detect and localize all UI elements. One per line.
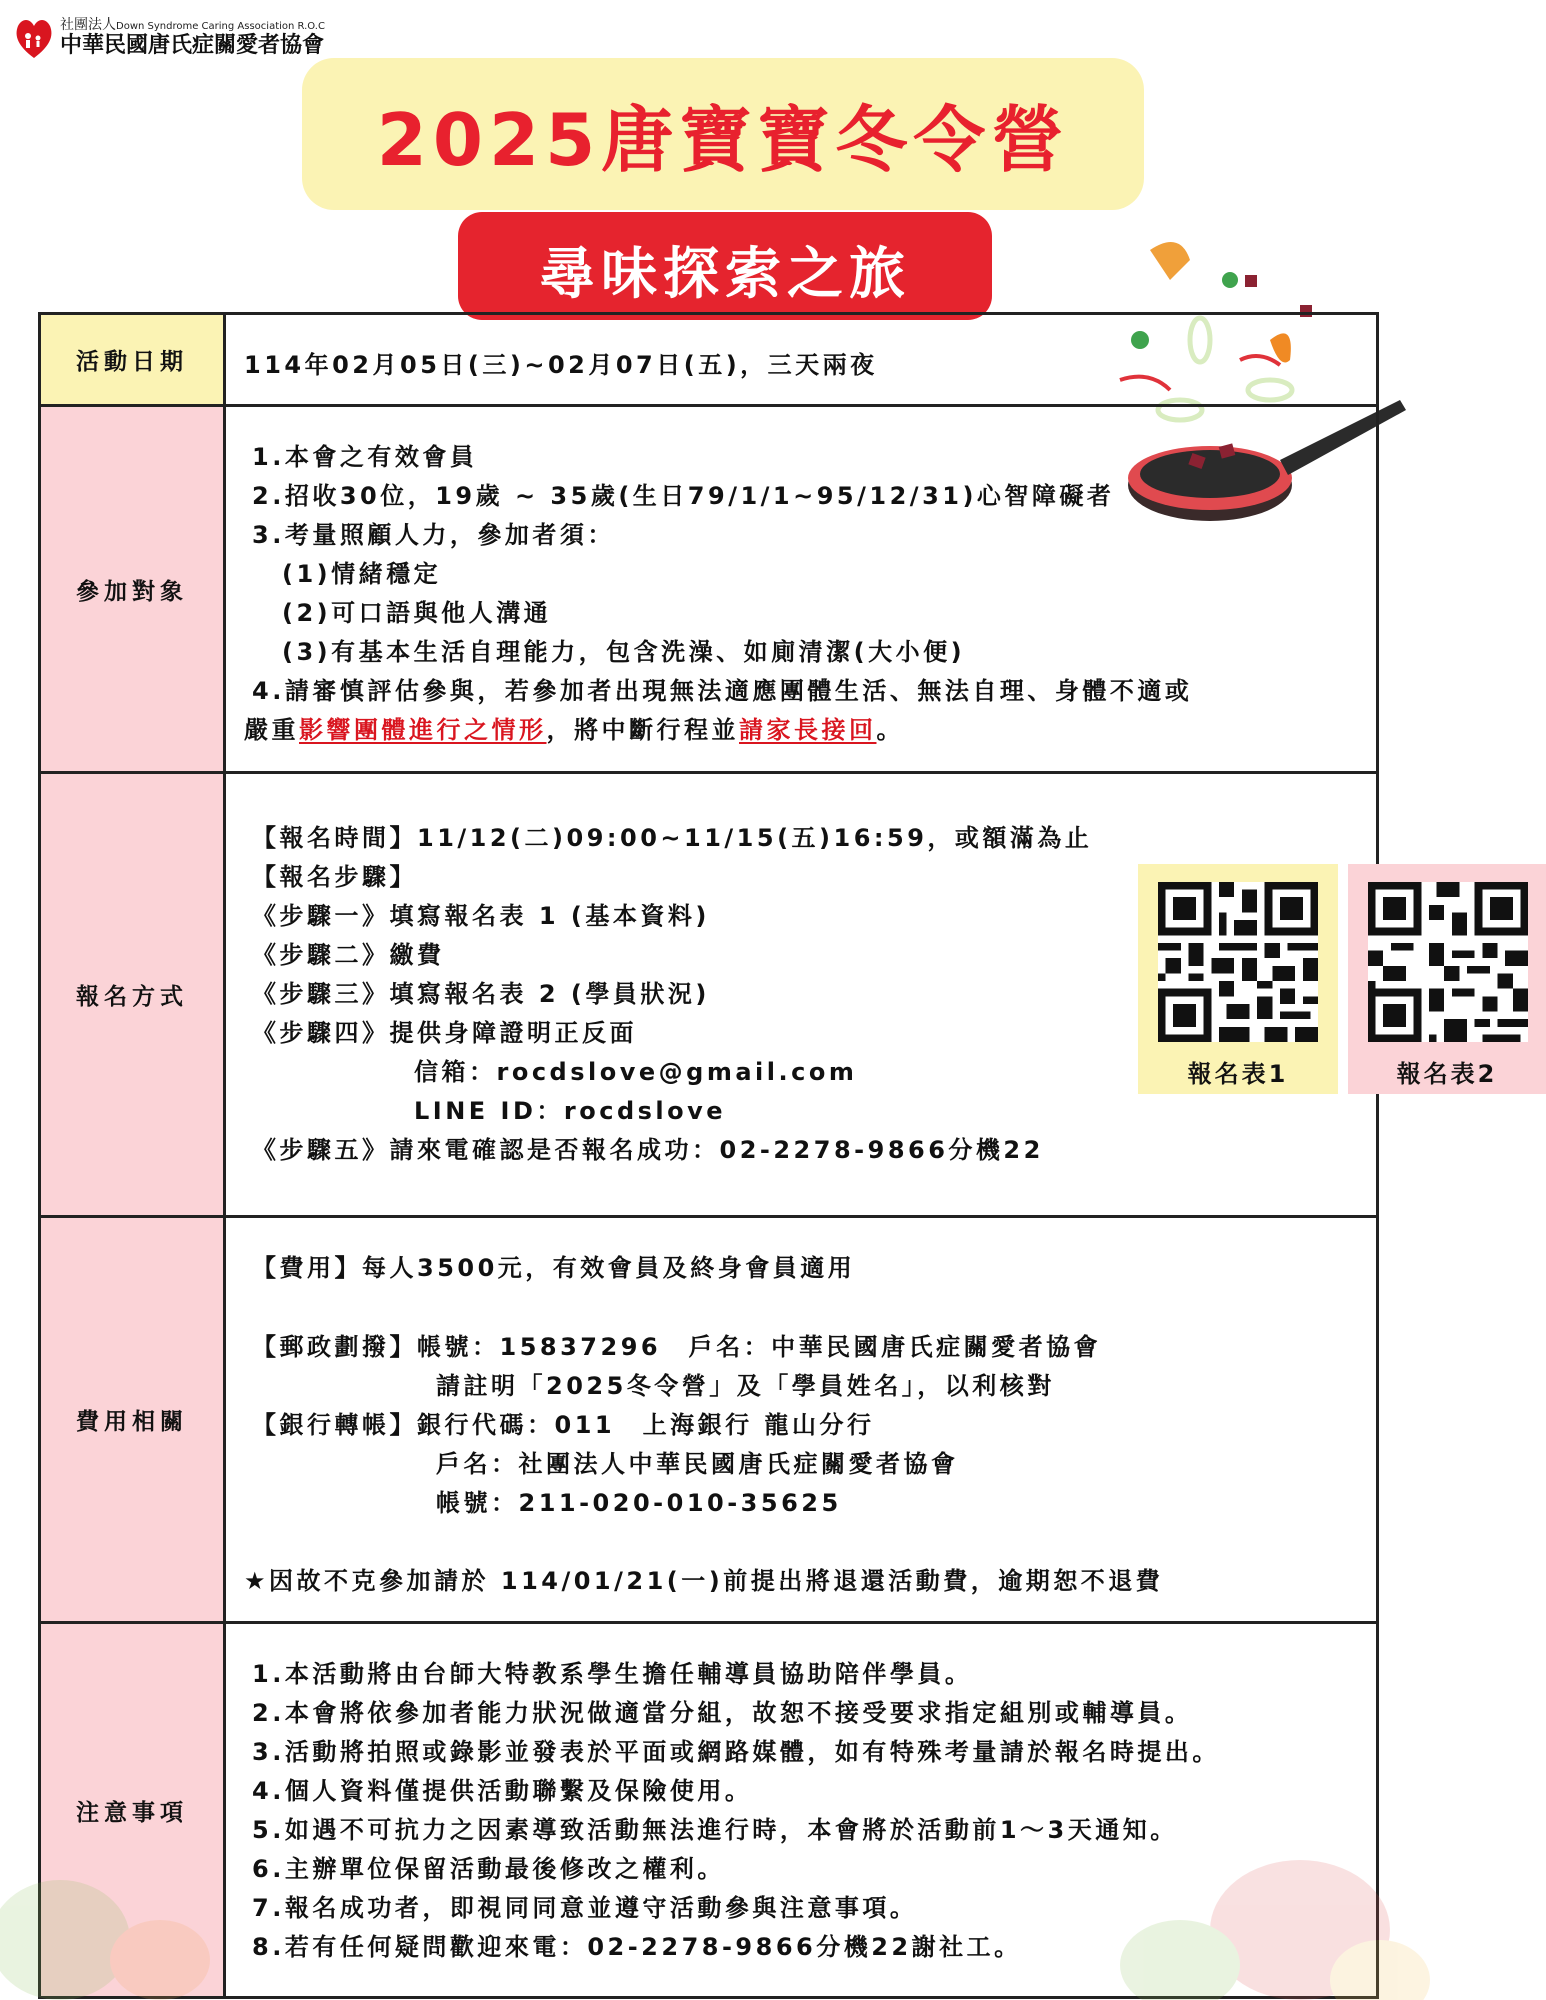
qr-code-icon xyxy=(1158,882,1318,1042)
fee-refund-policy: ★因故不克參加請於 114/01/21(一)前提出將退還活動費，逾期恕不退費 xyxy=(244,1567,1164,1595)
note-item: 6.主辦單位保留活動最後修改之權利。 xyxy=(252,1855,725,1883)
eligibility-line-4: (1)情緒穩定 xyxy=(282,560,442,588)
note-item: 3.活動將拍照或錄影並發表於平面或網路媒體，如有特殊考量請於報名時提出。 xyxy=(252,1738,1220,1766)
eligibility-line-5: (2)可口語與他人溝通 xyxy=(282,599,552,627)
page-subtitle: 尋味探索之旅 xyxy=(539,242,911,307)
content-date xyxy=(226,315,1379,404)
fee-postal-transfer: 【郵政劃撥】帳號：15837296 戶名：中華民國唐氏症關愛者協會 xyxy=(252,1333,1102,1361)
note-item: 2.本會將依參加者能力狀況做適當分組，故恕不接受要求指定組別或輔導員。 xyxy=(252,1699,1193,1727)
note-item: 4.個人資料僅提供活動聯繫及保險使用。 xyxy=(252,1777,753,1805)
org-logo xyxy=(14,14,325,62)
registration-steps-heading: 【報名步驟】 xyxy=(252,863,417,891)
registration-email[interactable]: 信箱：rocdslove@gmail.com xyxy=(414,1058,858,1086)
note-item: 8.若有任何疑問歡迎來電：02-2278-9866分機22謝社工。 xyxy=(252,1933,1022,1961)
registration-step-5: 《步驟五》請來電確認是否報名成功：02-2278-9866分機22 xyxy=(252,1136,1044,1164)
row-eligibility xyxy=(41,407,1379,774)
row-notes xyxy=(41,1624,1379,1999)
org-sub-label: 社團法人Down Syndrome Caring Association R.O.C xyxy=(60,17,325,34)
row-fees xyxy=(41,1218,1379,1624)
info-table xyxy=(38,312,1498,1999)
fee-bank-account-number: 帳號：211-020-010-35625 xyxy=(436,1489,842,1517)
qr-card-form-2[interactable] xyxy=(1348,864,1546,1094)
page-title: 2025唐寶寶冬令營 xyxy=(376,98,1070,182)
label-registration: 報名方式 xyxy=(41,774,226,1215)
highlight-parent-pickup: 請家長接回 xyxy=(739,716,877,744)
content-notes xyxy=(226,1624,1379,1996)
label-fees: 費用相關 xyxy=(41,1218,226,1621)
note-item: 7.報名成功者，即視同同意並遵守活動參與注意事項。 xyxy=(252,1894,918,1922)
fee-bank-account-name: 戶名：社團法人中華民國唐氏症關愛者協會 xyxy=(436,1450,959,1478)
org-name: 中華民國唐氏症關愛者協會 xyxy=(60,33,325,59)
registration-step-2: 《步驟二》繳費 xyxy=(252,941,445,969)
registration-time: 【報名時間】11/12(二)09:00~11/15(五)16:59，或額滿為止 xyxy=(252,824,1093,852)
fee-postal-note: 請註明「2025冬令營」及「學員姓名」，以利核對 xyxy=(436,1372,1055,1400)
note-item: 5.如遇不可抗力之因素導致活動無法進行時，本會將於活動前1～3天通知。 xyxy=(252,1816,1178,1844)
qr-card-form-1[interactable] xyxy=(1138,864,1338,1094)
row-registration xyxy=(41,774,1498,1218)
row-date xyxy=(41,315,1379,407)
content-eligibility xyxy=(226,407,1379,771)
heart-family-icon xyxy=(14,14,54,62)
eligibility-line-1: 1.本會之有效會員 xyxy=(252,443,478,471)
content-fees xyxy=(226,1218,1379,1621)
eligibility-line-2: 2.招收30位，19歲 ~ 35歲(生日79/1/1~95/12/31)心智障礙者 xyxy=(252,482,1115,510)
qr-code-icon xyxy=(1368,882,1528,1042)
eligibility-line-6: (3)有基本生活自理能力，包含洗澡、如廁清潔(大小便) xyxy=(282,638,966,666)
content-registration xyxy=(226,774,1498,1215)
highlight-group-impact: 影響團體進行之情形 xyxy=(299,716,547,744)
registration-line-id: LINE ID：rocdslove xyxy=(414,1097,727,1125)
label-date: 活動日期 xyxy=(41,315,226,404)
label-notes: 注意事項 xyxy=(41,1624,226,1996)
registration-step-1: 《步驟一》填寫報名表 1 (基本資料) xyxy=(252,902,710,930)
registration-step-3: 《步驟三》填寫報名表 2 (學員狀況) xyxy=(252,980,710,1008)
label-eligibility: 參加對象 xyxy=(41,407,226,771)
note-item: 1.本活動將由台師大特教系學生擔任輔導員協助陪伴學員。 xyxy=(252,1660,973,1688)
qr-caption-1: 報名表1 xyxy=(1187,1060,1289,1088)
eligibility-line-7: 4.請審慎評估參與，若參加者出現無法適應團體生活、無法自理、身體不適或 xyxy=(252,677,1193,705)
eligibility-line-8: 嚴重影響團體進行之情形，將中斷行程並請家長接回。 xyxy=(244,716,904,744)
qr-caption-2: 報名表2 xyxy=(1396,1060,1498,1088)
registration-step-4: 《步驟四》提供身障證明正反面 xyxy=(252,1019,637,1047)
eligibility-line-3: 3.考量照顧人力，參加者須： xyxy=(252,521,615,549)
date-text: 114年02月05日(三)~02月07日(五)，三天兩夜 xyxy=(244,351,878,379)
fee-bank-transfer: 【銀行轉帳】銀行代碼：011 上海銀行 龍山分行 xyxy=(252,1411,875,1439)
fee-amount: 【費用】每人3500元，有效會員及終身會員適用 xyxy=(252,1254,856,1282)
